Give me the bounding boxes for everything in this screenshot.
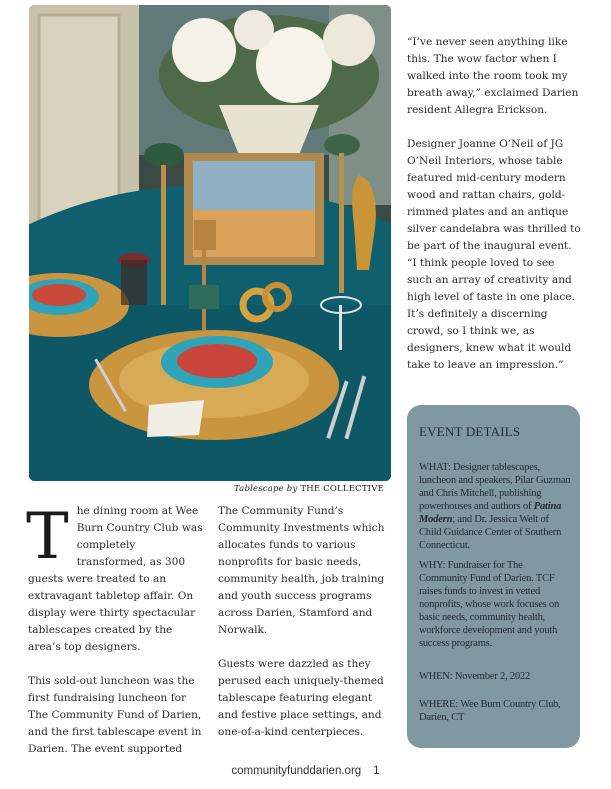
- caption-credit: THE COLLECTIVE: [300, 484, 384, 494]
- article-column-2: [218, 503, 394, 758]
- quote-paragraph: “I’ve never seen anything like this. The wow factor when I walked into the room took my breath away,” exclaimed Darien resident Allegra Erickson.: [407, 36, 579, 116]
- drop-cap: T: [26, 500, 69, 574]
- article-paragraph: This sold-out luncheon was the first fundraising luncheon for The Community Fund of Darien, and the first tablescape event in Darien. The event supported: [28, 675, 202, 755]
- photo-illustration: [29, 5, 391, 481]
- event-what-text: WHAT: Designer tablescapes, luncheon and speakers, Pilar Guzman and Chris Mitchell, publishing powerhouses and authors of: [419, 462, 571, 512]
- article-column-1: [26, 500, 204, 775]
- caption-prefix: Tablescape by: [233, 484, 298, 494]
- photo-caption: [200, 484, 384, 494]
- article-paragraph: Designer Joanne O’Neil of JG O’Neil Interiors, whose table featured mid-century modern wood and rattan chairs, gold-rimmed plates and an antique silver candelabra was thrilled to be part of the inaugural event. “I think people loved to see such an array of creativity and high level of taste in one place. It’s definitely a discerning crowd, so I think we, as designers, knew what it would take to leave an impression.”: [407, 138, 581, 371]
- book-title: Patina Modern: [419, 501, 562, 525]
- tablescape-photo: [29, 5, 391, 481]
- event-when: WHEN: November 2, 2022: [419, 671, 531, 682]
- event-details-heading: EVENT DETAILS: [419, 424, 521, 439]
- article-column-3: [407, 34, 581, 391]
- footer-site: communityfunddarien.org: [231, 765, 362, 777]
- page-number: 1: [373, 765, 380, 777]
- article-paragraph: Guests were dazzled as they perused each uniquely-themed tablescape featuring elegant and festive place settings, and one-of-a-kind centerpieces.: [218, 658, 384, 738]
- event-where: WHERE: Wee Burn Country Club, Darien, CT: [419, 699, 561, 723]
- event-details-panel: [407, 405, 580, 748]
- article-paragraph: he dining room at Wee Burn Country Club was completely transformed, as 300 guests were treated to an extravagant tabletop affair. On display were thirty spectacular tablescapes created by the area’s top designers.: [28, 505, 203, 653]
- event-what-rest: ; and Dr. Jessica Welt of Child Guidance Center of Southern Connecticut.: [419, 514, 562, 551]
- page-footer: [0, 765, 611, 777]
- article-paragraph: The Community Fund’s Community Investments which allocates funds to various nonprofits for basic needs, community health, job training and youth success programs across Darien, Stamford and Norwalk.: [218, 505, 385, 636]
- event-why: WHY: Fundraiser for The Community Fund of Darien. TCF raises funds to invest in vetted nonprofits, whose work focuses on basic needs, community health, workforce development and youth success programs.: [419, 560, 560, 649]
- event-what: [419, 461, 571, 552]
